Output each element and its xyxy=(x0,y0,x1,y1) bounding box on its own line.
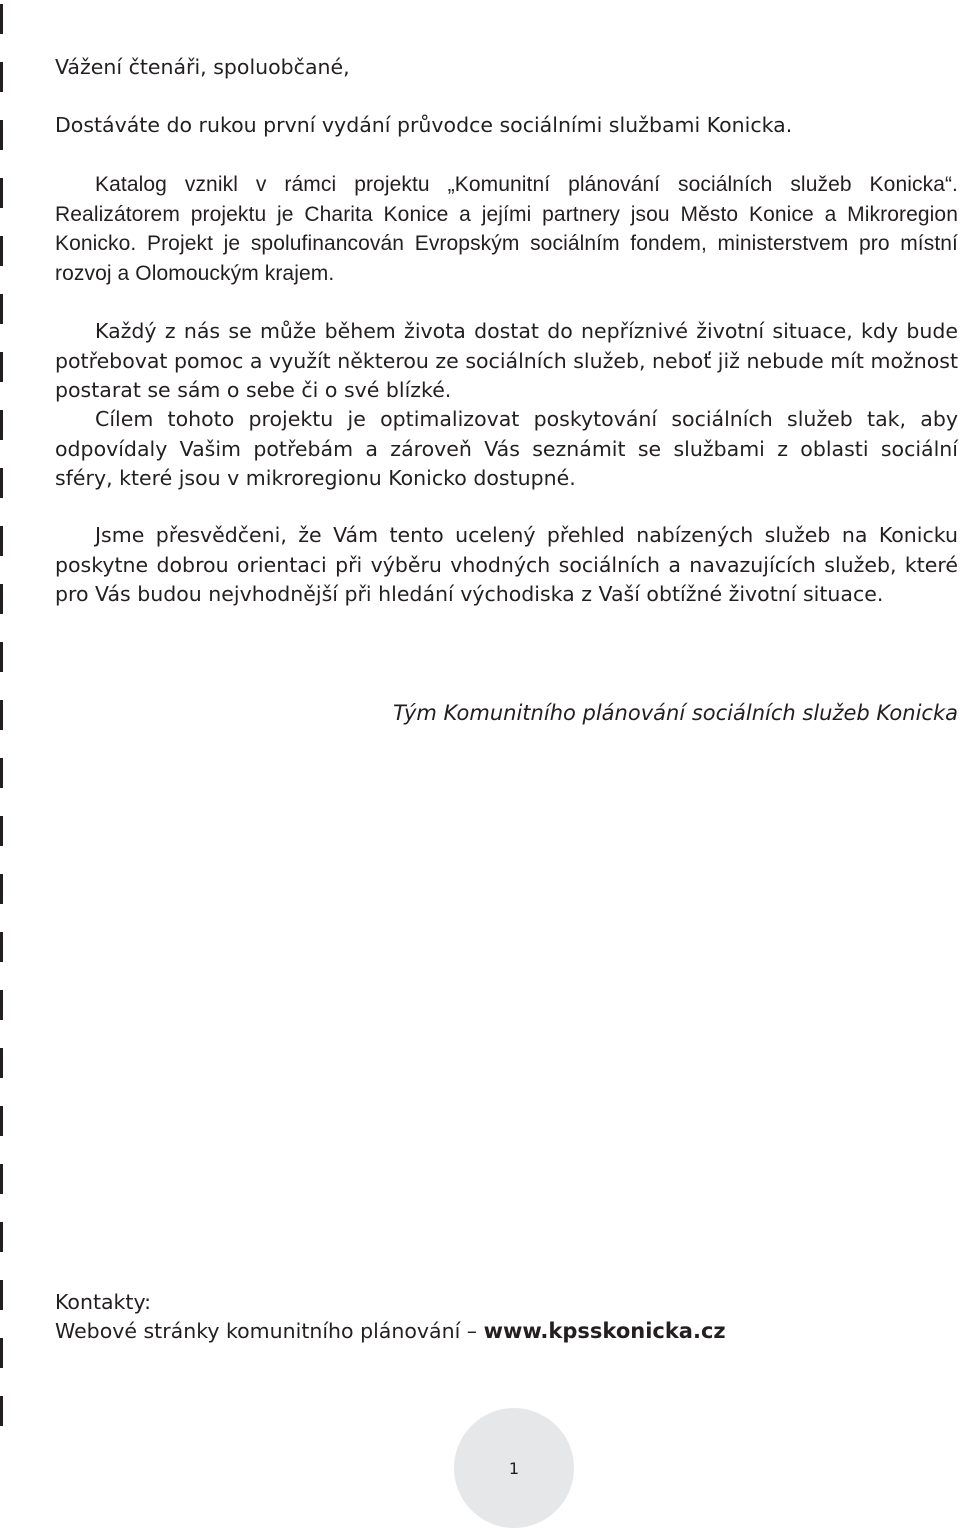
left-edge-crop-marks xyxy=(0,0,8,1459)
edge-mark xyxy=(0,932,3,962)
edge-mark xyxy=(0,1396,3,1426)
edge-mark xyxy=(0,62,3,92)
edge-mark xyxy=(0,294,3,324)
goal-paragraph: Cílem tohoto projektu je optimalizovat poskytování sociálních služeb tak, aby odpovídaly Vašim potřebám a zároveň Vás seznámit se službami z oblasti sociální sféry, které jsou v mikroregionu Konicko dostupné. xyxy=(55,407,958,490)
edge-mark xyxy=(0,1164,3,1194)
edge-mark xyxy=(0,468,3,498)
greeting: Vážení čtenáři, spoluobčané, xyxy=(55,55,350,79)
edge-mark xyxy=(0,1106,3,1136)
edge-mark xyxy=(0,120,3,150)
edge-mark xyxy=(0,178,3,208)
edge-mark xyxy=(0,990,3,1020)
edge-mark xyxy=(0,700,3,730)
catalog-paragraph: Katalog vznikl v rámci projektu „Komunitní plánování sociálních služeb Konicka“. Realizátorem projektu je Charita Konice a jejími partnery jsou Město Konice a Mikroregion Konicko. Projekt je spolufinancován Evropským sociálním fondem, ministerstvem pro místní rozvoj a Olomouckým krajem. xyxy=(55,173,958,285)
edge-mark xyxy=(0,816,3,846)
edge-mark xyxy=(0,584,3,614)
edge-mark xyxy=(0,236,3,266)
website-link[interactable]: www.kpsskonicka.cz xyxy=(483,1319,726,1343)
edge-mark xyxy=(0,874,3,904)
edge-mark xyxy=(0,4,3,34)
everyone-paragraph: Každý z nás se může během života dostat do nepříznivé životní situace, kdy bude potřebovat pomoc a využít některou ze sociálních služeb, neboť již nebude mít možnost postarat se sám o sebe či o své blízké. xyxy=(55,319,958,402)
contacts-label: Kontakty: xyxy=(55,1290,152,1314)
edge-mark xyxy=(0,1222,3,1252)
edge-mark xyxy=(0,1338,3,1368)
website-line xyxy=(55,1317,958,1347)
edge-mark xyxy=(0,526,3,556)
intro-sentence: Dostáváte do rukou první vydání průvodce sociálními službami Konicka. xyxy=(55,113,793,137)
edge-mark xyxy=(0,642,3,672)
page-number: 1 xyxy=(508,1459,520,1478)
edge-mark xyxy=(0,1280,3,1310)
edge-mark xyxy=(0,1048,3,1078)
edge-mark xyxy=(0,352,3,382)
website-description: Webové stránky komunitního plánování – xyxy=(55,1319,484,1343)
signature: Tým Komunitního plánování sociálních služeb Konicka xyxy=(392,701,958,725)
edge-mark xyxy=(0,410,3,440)
edge-mark xyxy=(0,758,3,788)
conviction-paragraph: Jsme přesvědčeni, že Vám tento ucelený přehled nabízených služeb na Konicku poskytne dobrou orientaci při výběru vhodných sociálních a navazujících služeb, které pro Vás budou nejvhodnější při hledání východiska z Vaší obtížné životní situace. xyxy=(55,523,958,606)
